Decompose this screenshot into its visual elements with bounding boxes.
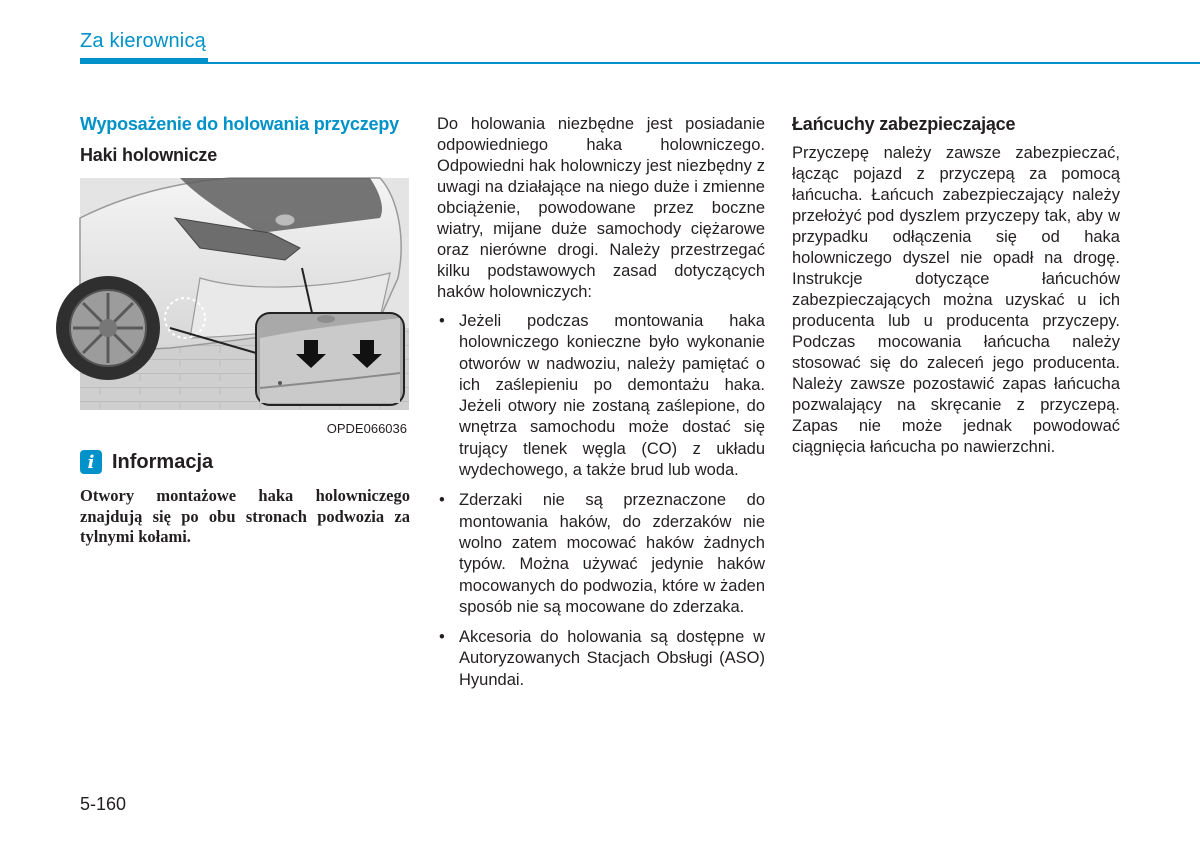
middle-column (437, 114, 765, 700)
list-item (437, 311, 765, 481)
tow-hook-illustration (80, 178, 409, 436)
bullet-icon: • (439, 628, 445, 647)
info-icon: i (80, 450, 102, 474)
header-rule (80, 62, 1200, 64)
list-item (437, 490, 765, 618)
bullet-icon: • (439, 312, 445, 330)
list-item-text: Akcesoria do holowania są dostępne w Autoryzowanych Stacjach Obsługi (ASO) Hyundai. (459, 628, 765, 689)
bullet-icon: • (439, 491, 445, 510)
page-number: 5-160 (80, 794, 127, 814)
car-rear-illustration-svg (80, 178, 409, 410)
left-column (80, 114, 410, 548)
info-title: Informacja (112, 450, 214, 473)
subsection-title: Haki holownicze (80, 145, 218, 165)
info-text: Otwory montażowe haka holowniczego znajdują się po obu stronach podwozia za tylnymi kołami. (80, 486, 410, 546)
intro-paragraph: Do holowania niezbędne jest posiadanie odpowiedniego haka holowniczego. Odpowiedni hak holowniczy jest niezbędny z uwagi na działające na niego duże i zmienne obciążenie, powodowane przez boczne wiatry, mijane duże samochody ciężarowe oraz nierówne drogi. Należy przestrzegać kilku podstawowych zasad dotyczących haków holowniczych: (437, 115, 765, 301)
list-item-text: Zderzaki nie są przeznaczone do montowania haków, do zderzaków nie wolno zatem mocować haków żadnych typów. Można używać jedynie haków mocowanych do podwozia, które w żaden sposób nie są mocowane do zderzaka. (459, 491, 765, 616)
info-box-header (80, 450, 410, 474)
chains-paragraph: Przyczepę należy zawsze zabezpieczać, łącząc pojazd z przyczepą za pomocą łańcucha. Łańcuch zabezpieczający należy przełożyć pod dyszlem przyczepy tak, aby w przypadku odłączenia się od haka holowniczego dyszel nie opadł na drogę. Instrukcje dotyczące łańcuchów zabezpieczających można uzyskać u ich producenta lub u producenta przyczepy. Podczas mocowania łańcucha należy stosować się do zaleceń jego producenta. Należy zawsze pozostawić zapas łańcucha pozwalający na skręcanie z przyczepą. Zapas nie może jednak powodować ciągnięcia łańcucha po nawierzchni. (792, 144, 1120, 456)
figure-caption: OPDE066036 (326, 421, 407, 436)
list-item-text: Jeżeli podczas montowania haka holowniczego konieczne było wykonanie otworów w nadwoziu, należy pamiętać o ich zaślepieniu po demontażu haka. Jeżeli otwory nie zostaną zaślepione, do wnętrza samochodu może dostać się trujący tlenek węgla (CO) z układu wydechowego, a także brud lub woda. (459, 312, 765, 480)
right-column (792, 114, 1120, 458)
chains-title: Łańcuchy zabezpieczające (792, 114, 1016, 134)
bullet-list (437, 311, 765, 691)
section-title: Wyposażenie do holowania przyczepy (80, 114, 399, 134)
list-item (437, 627, 765, 691)
chapter-title: Za kierownicą (80, 30, 206, 52)
